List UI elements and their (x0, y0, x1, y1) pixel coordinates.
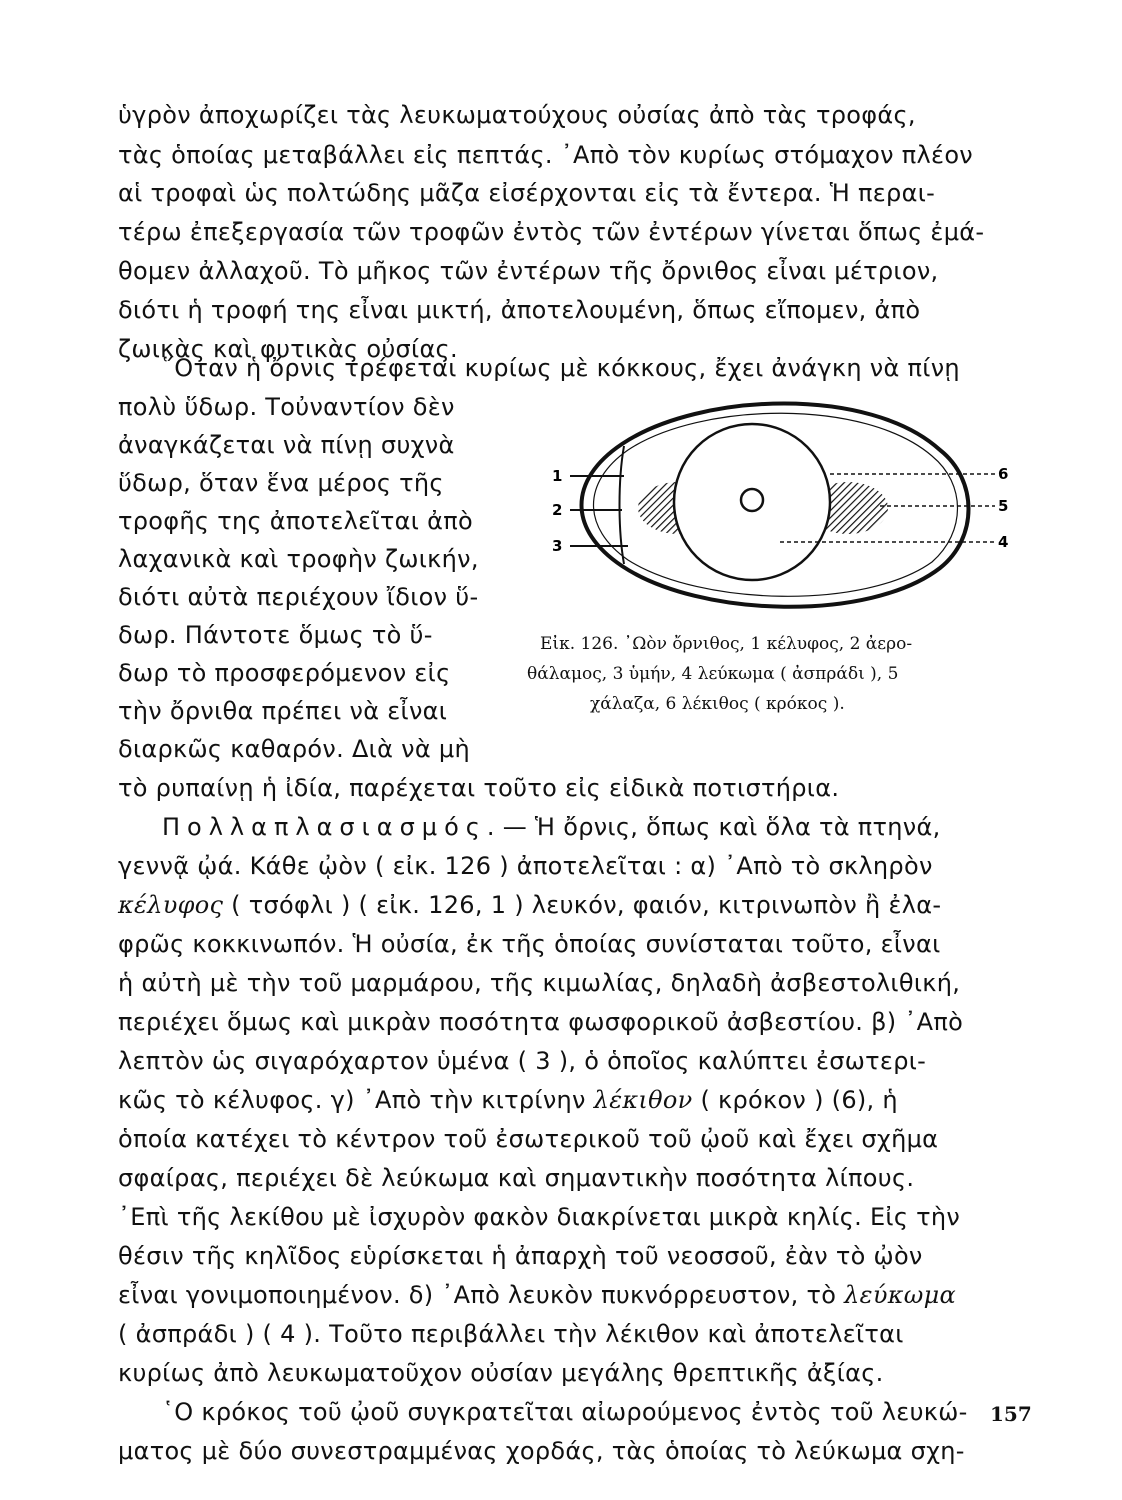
page-number: 157 (990, 1402, 1032, 1426)
term-italic: λέκιθον (593, 1086, 693, 1114)
text-line: διότι αὐτὰ περιέχουν ἴδιον ὕ- (118, 583, 479, 611)
text-line: ζωικὰς καὶ φυτικὰς οὐσίας. (118, 335, 458, 363)
text-line: ματος μὲ δύο συνεστραμμένας χορδάς, τὰς ὁποίας τὸ λεύκωμα σχη- (118, 1437, 965, 1465)
germinal-disc (741, 489, 763, 511)
term-italic: λεύκωμα (844, 1281, 957, 1309)
text-line: διαρκῶς καθαρόν. Διὰ νὰ μὴ (118, 735, 470, 763)
text-line: ἡ αὐτὴ μὲ τὴν τοῦ μαρμάρου, τῆς κιμωλίας, δηλαδὴ ἀσβεστολιθική, (118, 969, 961, 997)
text-line: θέσιν τῆς κηλῖδος εὑρίσκεται ἡ ἀπαρχὴ τοῦ νεοσσοῦ, ἐὰν τὸ ᾠὸν (118, 1242, 923, 1270)
text-line: τὴν ὄρνιθα πρέπει νὰ εἶναι (118, 697, 448, 725)
figure-caption-line: χάλαζα, 6 λέκιθος ( κρόκος ). (590, 694, 845, 714)
term-italic: κέλυφος (118, 891, 224, 919)
label-4: 4 (998, 533, 1009, 551)
section-heading: Πολλαπλασιασμός (162, 813, 487, 841)
figure-caption-line: Εἰκ. 126. ᾿Ωὸν ὄρνιθος, 1 κέλυφος, 2 ἀερο- (540, 634, 913, 654)
text-line: διότι ἡ τροφή της εἶναι μικτή, ἀποτελουμένη, ὅπως εἴπομεν, ἀπὸ (118, 296, 921, 324)
text-line: ῞Οταν ἡ ὄρνις τρέφεται κυρίως μὲ κόκκους, ἔχει ἀνάγκη νὰ πίνῃ (162, 354, 960, 382)
label-5: 5 (998, 497, 1009, 515)
text-run: . — Ἡ ὄρνις, ὅπως καὶ ὅλα τὰ πτηνά, (486, 813, 941, 841)
text-line: ὑγρὸν ἀποχωρίζει τὰς λευκωματούχους οὐσίας ἀπὸ τὰς τροφάς, (118, 101, 916, 129)
text-line: ἀναγκάζεται νὰ πίνῃ συχνὰ (118, 431, 455, 459)
text-line: ὁποία κατέχει τὸ κέντρον τοῦ ἐσωτερικοῦ τοῦ ᾠοῦ καὶ ἔχει σχῆμα (118, 1125, 939, 1153)
text-line: θομεν ἀλλαχοῦ. Τὸ μῆκος τῶν ἐντέρων τῆς ὄρνιθος εἶναι μέτριον, (118, 257, 939, 285)
text-line: γεννᾷ ᾠά. Κάθε ᾠὸν ( εἰκ. 126 ) ἀποτελεῖται : α) ᾿Απὸ τὸ σκληρὸν (118, 852, 933, 880)
text-line (118, 1280, 956, 1310)
text-line: φρῶς κοκκινωπόν. Ἡ οὐσία, ἐκ τῆς ὁποίας συνίσταται τοῦτο, εἶναι (118, 930, 941, 958)
text-line (162, 812, 941, 842)
text-line: δωρ. Πάντοτε ὅμως τὸ ὕ- (118, 621, 433, 649)
text-line: περιέχει ὅμως καὶ μικρὰν ποσότητα φωσφορικοῦ ἀσβεστίου. β) ᾿Απὸ (118, 1008, 964, 1036)
egg-diagram (540, 390, 1020, 620)
label-6: 6 (998, 465, 1009, 483)
text-run: εἶναι γονιμοποιημένον. δ) ᾿Απὸ λευκὸν πυκνόρρευστον, τὸ (118, 1281, 837, 1309)
text-line: κυρίως ἀπὸ λευκωματοῦχον οὐσίαν μεγάλης θρεπτικῆς ἀξίας. (118, 1359, 884, 1387)
label-1: 1 (552, 467, 563, 485)
text-line: αἱ τροφαὶ ὡς πολτώδης μᾶζα εἰσέρχονται εἰς τὰ ἔντερα. Ἡ περαι- (118, 179, 936, 207)
text-line: ᾿Επὶ τῆς λεκίθου μὲ ἰσχυρὸν φακὸν διακρίνεται μικρὰ κηλίς. Εἰς τὴν (118, 1203, 961, 1231)
text-line: τροφῆς της ἀποτελεῖται ἀπὸ (118, 507, 473, 535)
text-line: ( ἀσπράδι ) ( 4 ). Τοῦτο περιβάλλει τὴν λέκιθον καὶ ἀποτελεῖται (118, 1320, 904, 1348)
text-line: λεπτὸν ὡς σιγαρόχαρτον ὑμένα ( 3 ), ὁ ὁποῖος καλύπτει ἐσωτερι- (118, 1047, 927, 1075)
figure-caption-line: θάλαμος, 3 ὑμήν, 4 λεύκωμα ( ἀσπράδι ), 5 (527, 664, 899, 684)
text-line: δωρ τὸ προσφερόμενον εἰς (118, 659, 451, 687)
label-3: 3 (552, 537, 563, 555)
text-line: ῾Ο κρόκος τοῦ ᾠοῦ συγκρατεῖται αἰωρούμενος ἐντὸς τοῦ λευκώ- (162, 1398, 968, 1426)
text-run: ( τσόφλι ) ( εἰκ. 126, 1 ) λευκόν, φαιόν, κιτρινωπὸν ἢ ἐλα- (223, 891, 942, 919)
label-2: 2 (552, 501, 563, 519)
text-run: κῶς τὸ κέλυφος. γ) ᾿Απὸ τὴν κιτρίνην (118, 1086, 586, 1114)
text-line: σφαίρας, περιέχει δὲ λεύκωμα καὶ σημαντικὴν ποσότητα λίπους. (118, 1164, 915, 1192)
text-line: ὕδωρ, ὅταν ἕνα μέρος τῆς (118, 469, 444, 497)
text-line: τὰς ὁποίας μεταβάλλει εἰς πεπτάς. ᾿Απὸ τὸν κυρίως στόμαχον πλέον (118, 141, 974, 169)
text-line (118, 890, 941, 920)
text-line (118, 1085, 898, 1115)
text-line: τέρω ἐπεξεργασία τῶν τροφῶν ἐντὸς τῶν ἐντέρων γίνεται ὅπως ἐμά- (118, 218, 985, 246)
text-run: ( κρόκον ) (6), ἡ (700, 1086, 898, 1114)
text-line: πολὺ ὕδωρ. Τοὐναντίον δὲν (118, 393, 455, 421)
text-line: λαχανικὰ καὶ τροφὴν ζωικήν, (118, 545, 479, 573)
text-line: τὸ ρυπαίνῃ ἡ ἰδία, παρέχεται τοῦτο εἰς εἰδικὰ ποτιστήρια. (118, 774, 840, 802)
